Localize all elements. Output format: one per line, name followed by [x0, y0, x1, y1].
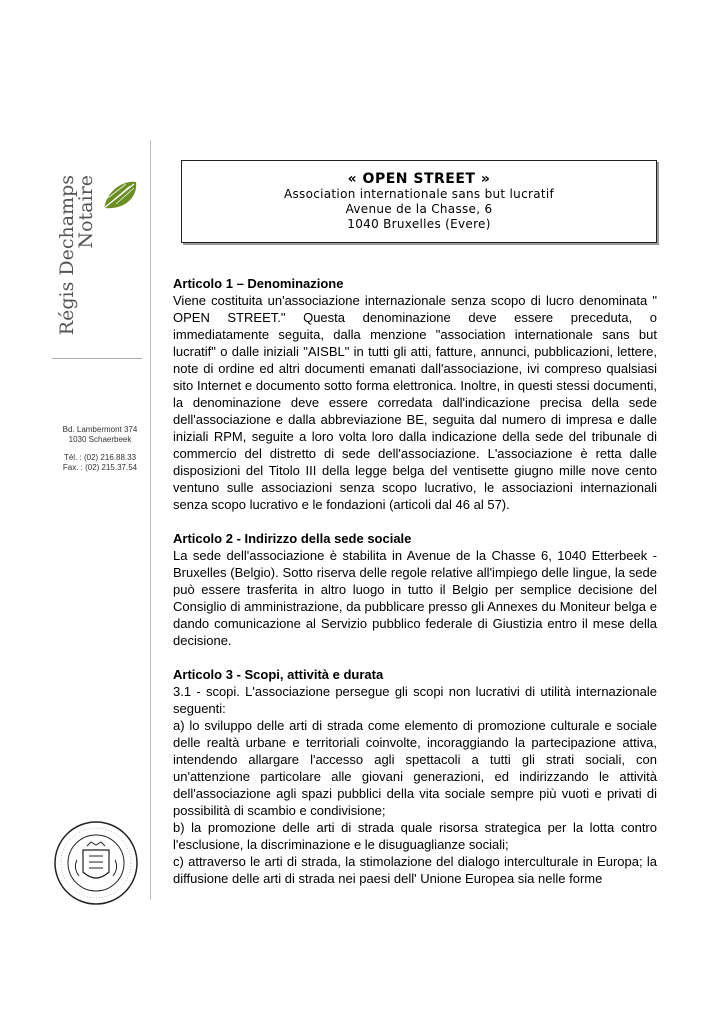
article-paragraph: c) attraverso le arti di strada, la stimolazione del dialogo interculturale in Europa; la diffusione delle arti di strada nei paesi dell' Unione Europea sia nelle forme	[173, 854, 657, 886]
notary-seal-icon	[53, 820, 139, 906]
fax-number: Fax. : (02) 215.37.54	[62, 463, 138, 472]
article-paragraph: Viene costituita un'associazione internazionale senza scopo di lucro denominata " OPEN STREET." Questa denominazione deve essere preceduta, o immediatamente seguita, dalla menzione "association internationale sans but lucratif" o dalle iniziali "AISBL" in tutti gli atti, fatture, annunci, pubblicazioni, lettere, note di ordine ed altri documenti emanati dall'associazione, ivi compreso qualsiasi sito Internet e documento sotto forma elettronica. Inoltre, in questi stessi documenti, la denominazione deve essere corredata dall'indicazione precisa della sede dell'associazione e dalla abbreviazione BE, seguita dal numero di impresa e dalle iniziali RPM, seguite a loro volta loro dalla indicazione della sede del tribunale di commercio del distretto di sede dell'associazione. L'associazione è retta dalle disposizioni del Titolo III della legge belga del ventisette giugno mille nove cento ventuno sulle associazioni senza scopo lucrativo, le associazioni internazionali senza scopo lucrativo e le fondazioni (articoli dal 46 al 57).	[173, 293, 657, 512]
article-paragraph: La sede dell'associazione è stabilita in Avenue de la Chasse 6, 1040 Etterbeek - Bruxelles (Belgio). Sotto riserva delle regole relative all'impiego delle lingue, la sede può essere trasferita in altro luogo in tutto il Belgio per semplice decisione del Consiglio di amministrazione, da pubblicare presso gli Annexes du Moniteur belga e dando comunicazione al Servizio pubblico federale di Giustizia entro il mese della decisione.	[173, 548, 657, 648]
article-1	[173, 275, 657, 513]
leaf-logo-icon	[100, 178, 140, 214]
article-heading: Articolo 1 – Denominazione	[173, 276, 344, 291]
address-street: Bd. Lambermont 374	[62, 425, 138, 434]
association-street: Avenue de la Chasse, 6	[345, 202, 493, 216]
notary-title: Notaire	[75, 175, 97, 249]
sidebar-separator	[52, 358, 142, 359]
statute-body	[173, 275, 657, 904]
sidebar-divider	[150, 140, 151, 900]
association-city: 1040 Bruxelles (Evere)	[347, 217, 491, 231]
phone-number: Tél. : (02) 216.88.33	[63, 453, 137, 462]
notary-address	[52, 425, 148, 473]
association-type: Association internationale sans but lucratif	[283, 187, 555, 201]
article-paragraph: a) lo sviluppo delle arti di strada come elemento di promozione culturale e sociale delle realtà urbane e territoriali coinvolte, incoraggiando la partecipazione attiva, intendendo allargare l'accesso agli spettacoli a tutti gli strati sociali, con un'attenzione particolare alle giovani generazioni, ed indirizzando le attività dell'associazione agli spazi pubblici della vita sociale sempre più vuoti e privati di possibilità di scambio e condivisione;	[173, 718, 657, 818]
article-heading: Articolo 2 - Indirizzo della sede sociale	[173, 531, 412, 546]
notary-name: Régis Dechamps	[56, 175, 78, 336]
article-paragraph: b) la promozione delle arti di strada quale risorsa strategica per la lotta contro l'esclusione, la discriminazione e le disuguaglianze sociali;	[173, 820, 657, 852]
association-title: « OPEN STREET »	[347, 171, 491, 187]
article-paragraph: 3.1 - scopi. L'associazione persegue gli scopi non lucrativi di utilità internazionale seguenti:	[173, 684, 657, 716]
article-2	[173, 530, 657, 649]
address-city: 1030 Schaerbeek	[68, 435, 132, 444]
article-heading: Articolo 3 - Scopi, attività e durata	[173, 667, 384, 682]
article-3	[173, 666, 657, 887]
association-header	[181, 160, 657, 243]
